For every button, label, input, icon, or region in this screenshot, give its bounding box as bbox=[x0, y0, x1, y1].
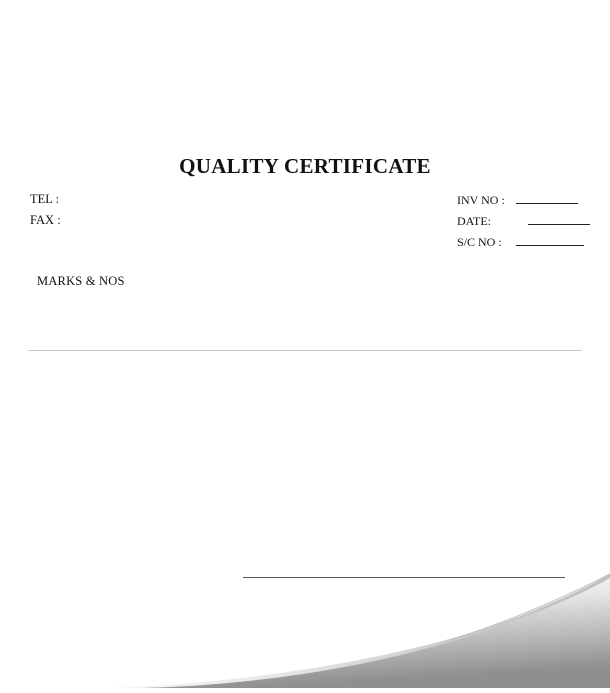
contact-block bbox=[30, 189, 61, 231]
sc-no-row bbox=[457, 232, 590, 253]
invoice-no-row bbox=[457, 190, 590, 211]
signature-line bbox=[243, 577, 565, 578]
date-row bbox=[457, 211, 590, 232]
sc-no-blank-line[interactable] bbox=[516, 234, 584, 246]
marks-and-nos-label: MARKS & NOS bbox=[37, 274, 125, 288]
invoice-no-label: INV NO : bbox=[457, 193, 505, 207]
fax-field-label: FAX : bbox=[30, 213, 61, 227]
date-label: DATE: bbox=[457, 214, 491, 228]
tel-field-label: TEL : bbox=[30, 192, 60, 206]
page-title: QUALITY CERTIFICATE bbox=[179, 154, 431, 178]
invoice-no-blank-line[interactable] bbox=[516, 192, 578, 204]
date-blank-line[interactable] bbox=[528, 213, 590, 225]
page-curl-icon bbox=[0, 560, 610, 688]
section-divider bbox=[28, 350, 582, 351]
sc-no-label: S/C NO : bbox=[457, 235, 502, 249]
page-curl-decoration bbox=[0, 560, 610, 688]
meta-block bbox=[457, 190, 590, 253]
